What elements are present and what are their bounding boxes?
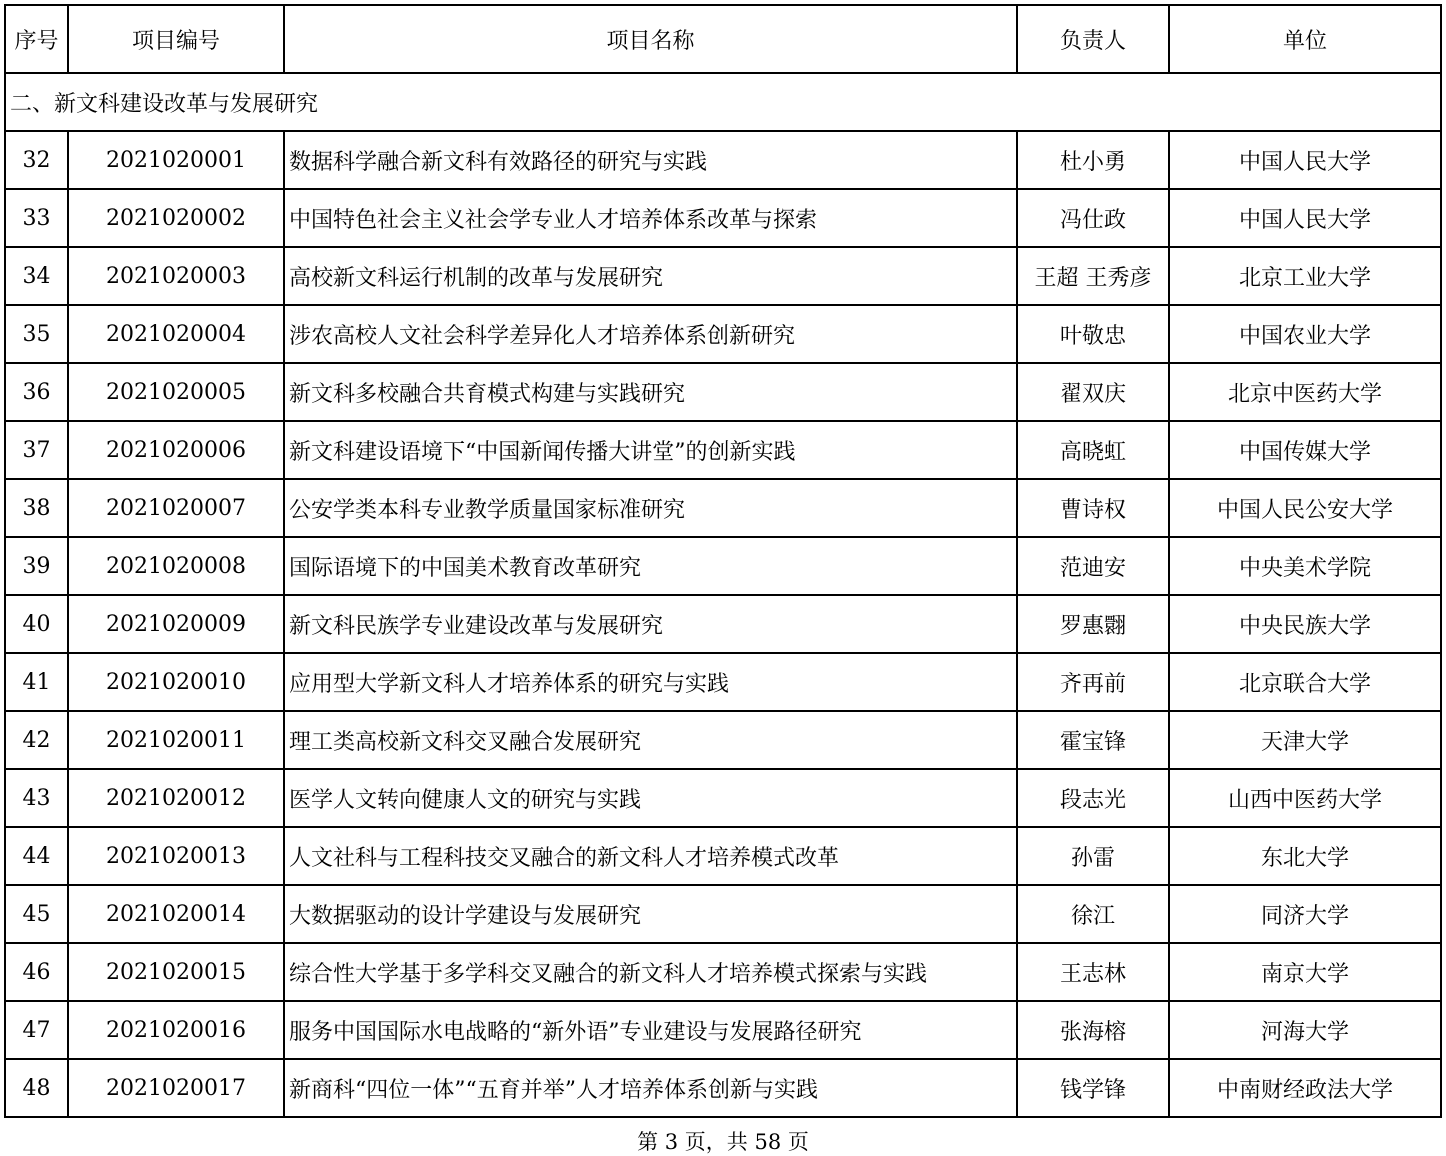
cell-name: 数据科学融合新文科有效路径的研究与实践	[284, 131, 1017, 189]
cell-name: 新文科民族学专业建设改革与发展研究	[284, 595, 1017, 653]
cell-seq: 32	[5, 131, 68, 189]
cell-name: 新文科多校融合共育模式构建与实践研究	[284, 363, 1017, 421]
table-row	[5, 1059, 1441, 1117]
cell-unit: 中国传媒大学	[1169, 421, 1441, 479]
cell-leader: 杜小勇	[1017, 131, 1169, 189]
table-row	[5, 189, 1441, 247]
table-row	[5, 827, 1441, 885]
cell-seq: 33	[5, 189, 68, 247]
cell-leader: 钱学锋	[1017, 1059, 1169, 1117]
cell-unit: 北京工业大学	[1169, 247, 1441, 305]
cell-leader: 王超 王秀彦	[1017, 247, 1169, 305]
table-row	[5, 537, 1441, 595]
section-title: 二、新文科建设改革与发展研究	[5, 73, 1441, 131]
table-row	[5, 247, 1441, 305]
cell-seq: 41	[5, 653, 68, 711]
cell-seq: 40	[5, 595, 68, 653]
cell-leader: 高晓虹	[1017, 421, 1169, 479]
cell-code: 2021020005	[68, 363, 284, 421]
cell-leader: 叶敬忠	[1017, 305, 1169, 363]
cell-code: 2021020008	[68, 537, 284, 595]
cell-code: 2021020016	[68, 1001, 284, 1059]
cell-name: 中国特色社会主义社会学专业人才培养体系改革与探索	[284, 189, 1017, 247]
cell-name: 应用型大学新文科人才培养体系的研究与实践	[284, 653, 1017, 711]
cell-leader: 冯仕政	[1017, 189, 1169, 247]
table-row	[5, 305, 1441, 363]
cell-name: 新文科建设语境下“中国新闻传播大讲堂”的创新实践	[284, 421, 1017, 479]
cell-seq: 44	[5, 827, 68, 885]
table-row	[5, 595, 1441, 653]
cell-unit: 中国人民大学	[1169, 131, 1441, 189]
section-row	[5, 73, 1441, 131]
cell-leader: 张海榕	[1017, 1001, 1169, 1059]
cell-seq: 42	[5, 711, 68, 769]
cell-name: 国际语境下的中国美术教育改革研究	[284, 537, 1017, 595]
table-row	[5, 479, 1441, 537]
cell-seq: 38	[5, 479, 68, 537]
cell-code: 2021020017	[68, 1059, 284, 1117]
cell-seq: 39	[5, 537, 68, 595]
cell-code: 2021020010	[68, 653, 284, 711]
cell-leader: 齐再前	[1017, 653, 1169, 711]
cell-code: 2021020003	[68, 247, 284, 305]
table-row	[5, 885, 1441, 943]
cell-unit: 天津大学	[1169, 711, 1441, 769]
cell-name: 涉农高校人文社会科学差异化人才培养体系创新研究	[284, 305, 1017, 363]
cell-name: 医学人文转向健康人文的研究与实践	[284, 769, 1017, 827]
cell-unit: 东北大学	[1169, 827, 1441, 885]
cell-code: 2021020011	[68, 711, 284, 769]
header-unit: 单位	[1169, 5, 1441, 73]
cell-name: 新商科“四位一体”“五育并举”人才培养体系创新与实践	[284, 1059, 1017, 1117]
cell-code: 2021020006	[68, 421, 284, 479]
cell-seq: 36	[5, 363, 68, 421]
cell-code: 2021020014	[68, 885, 284, 943]
table-row	[5, 1001, 1441, 1059]
cell-seq: 47	[5, 1001, 68, 1059]
header-row	[5, 5, 1441, 73]
cell-code: 2021020009	[68, 595, 284, 653]
table-row	[5, 711, 1441, 769]
cell-unit: 中央美术学院	[1169, 537, 1441, 595]
cell-unit: 同济大学	[1169, 885, 1441, 943]
project-table	[4, 4, 1442, 1118]
cell-leader: 霍宝锋	[1017, 711, 1169, 769]
cell-code: 2021020002	[68, 189, 284, 247]
cell-seq: 43	[5, 769, 68, 827]
cell-unit: 中央民族大学	[1169, 595, 1441, 653]
table-row	[5, 769, 1441, 827]
cell-name: 大数据驱动的设计学建设与发展研究	[284, 885, 1017, 943]
cell-unit: 南京大学	[1169, 943, 1441, 1001]
table-row	[5, 363, 1441, 421]
cell-leader: 曹诗权	[1017, 479, 1169, 537]
cell-name: 高校新文科运行机制的改革与发展研究	[284, 247, 1017, 305]
cell-seq: 37	[5, 421, 68, 479]
cell-unit: 中南财经政法大学	[1169, 1059, 1441, 1117]
cell-unit: 中国人民大学	[1169, 189, 1441, 247]
cell-seq: 34	[5, 247, 68, 305]
cell-unit: 北京中医药大学	[1169, 363, 1441, 421]
table-row	[5, 421, 1441, 479]
cell-unit: 山西中医药大学	[1169, 769, 1441, 827]
header-name: 项目名称	[284, 5, 1017, 73]
cell-seq: 46	[5, 943, 68, 1001]
cell-leader: 段志光	[1017, 769, 1169, 827]
cell-leader: 范迪安	[1017, 537, 1169, 595]
cell-name: 理工类高校新文科交叉融合发展研究	[284, 711, 1017, 769]
cell-seq: 48	[5, 1059, 68, 1117]
cell-leader: 孙雷	[1017, 827, 1169, 885]
cell-name: 综合性大学基于多学科交叉融合的新文科人才培养模式探索与实践	[284, 943, 1017, 1001]
cell-leader: 王志林	[1017, 943, 1169, 1001]
table-row	[5, 131, 1441, 189]
cell-name: 公安学类本科专业教学质量国家标准研究	[284, 479, 1017, 537]
cell-leader: 徐江	[1017, 885, 1169, 943]
cell-leader: 翟双庆	[1017, 363, 1169, 421]
table-row	[5, 653, 1441, 711]
cell-unit: 中国农业大学	[1169, 305, 1441, 363]
cell-seq: 35	[5, 305, 68, 363]
cell-code: 2021020001	[68, 131, 284, 189]
page-footer: 第 3 页，共 58 页	[637, 1130, 809, 1154]
header-leader: 负责人	[1017, 5, 1169, 73]
cell-name: 人文社科与工程科技交叉融合的新文科人才培养模式改革	[284, 827, 1017, 885]
cell-unit: 中国人民公安大学	[1169, 479, 1441, 537]
cell-code: 2021020012	[68, 769, 284, 827]
cell-code: 2021020015	[68, 943, 284, 1001]
cell-unit: 北京联合大学	[1169, 653, 1441, 711]
cell-unit: 河海大学	[1169, 1001, 1441, 1059]
header-seq: 序号	[5, 5, 68, 73]
cell-leader: 罗惠翾	[1017, 595, 1169, 653]
table-row	[5, 943, 1441, 1001]
cell-name: 服务中国国际水电战略的“新外语”专业建设与发展路径研究	[284, 1001, 1017, 1059]
cell-code: 2021020013	[68, 827, 284, 885]
header-code: 项目编号	[68, 5, 284, 73]
cell-code: 2021020004	[68, 305, 284, 363]
cell-code: 2021020007	[68, 479, 284, 537]
cell-seq: 45	[5, 885, 68, 943]
